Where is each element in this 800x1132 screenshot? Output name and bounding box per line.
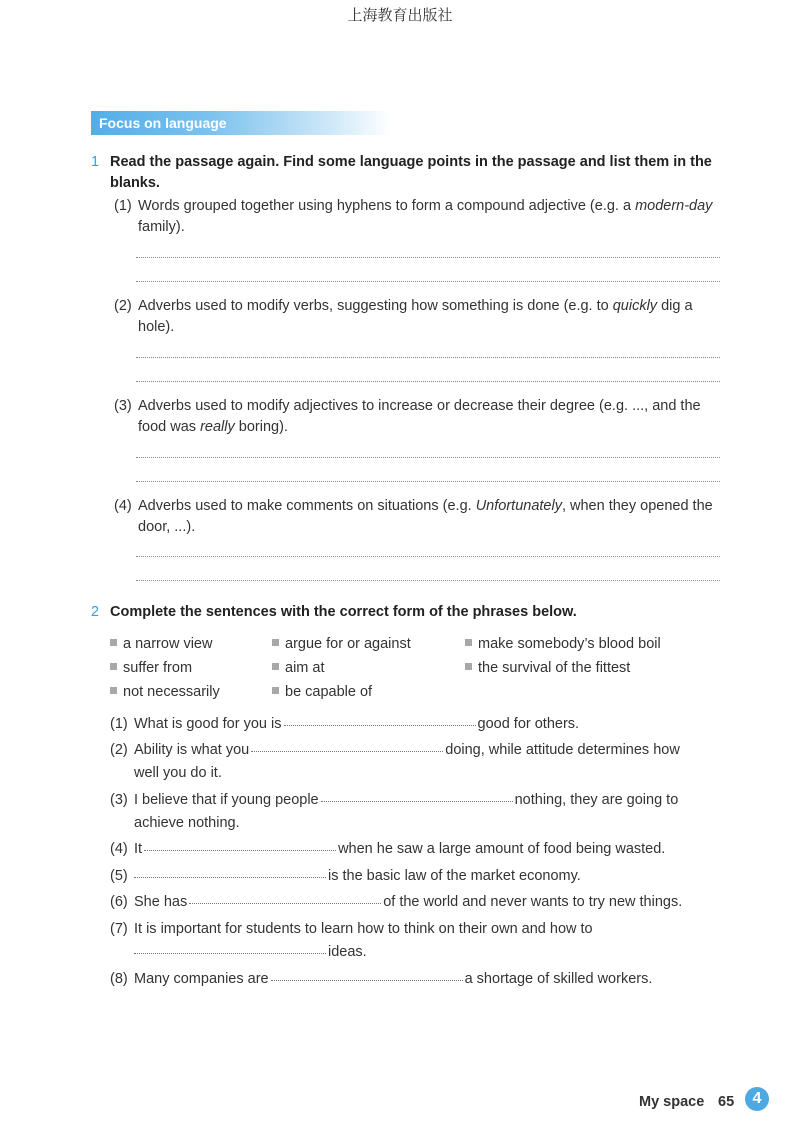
fill-blank[interactable]	[321, 801, 513, 802]
sentence-number: (1)	[110, 716, 128, 732]
item-number: (4)	[114, 498, 132, 514]
fill-blank[interactable]	[134, 877, 326, 878]
item-number: (2)	[114, 298, 132, 314]
answer-line[interactable]	[136, 580, 720, 581]
phrase-item: aim at	[272, 658, 325, 678]
sentence-number: (4)	[110, 841, 128, 857]
task-2-heading	[91, 602, 731, 623]
square-bullet-icon	[110, 639, 117, 646]
sentence: Ability is what you doing, while attitude determines how	[134, 742, 680, 758]
square-bullet-icon	[110, 663, 117, 670]
section-title-bar	[91, 111, 391, 135]
task-1-item	[114, 296, 714, 338]
footer-label: My space	[639, 1094, 705, 1110]
fill-blank[interactable]	[271, 980, 463, 981]
fill-blank[interactable]	[189, 903, 381, 904]
fill-blank[interactable]	[134, 953, 326, 954]
sentence-continuation: well you do it.	[134, 765, 222, 781]
sentence-number: (7)	[110, 921, 128, 937]
square-bullet-icon	[110, 687, 117, 694]
answer-line[interactable]	[136, 556, 720, 557]
answer-line[interactable]	[136, 257, 720, 258]
square-bullet-icon	[465, 639, 472, 646]
task-1-heading	[91, 152, 731, 194]
answer-line[interactable]	[136, 281, 720, 282]
page-footer	[600, 1091, 790, 1115]
sentence-continuation: achieve nothing.	[134, 815, 240, 831]
task-1-item	[114, 496, 714, 538]
fill-blank[interactable]	[251, 751, 443, 752]
square-bullet-icon	[465, 663, 472, 670]
answer-line[interactable]	[136, 357, 720, 358]
sentence: Many companies are a shortage of skilled workers.	[134, 971, 653, 987]
sentence: is the basic law of the market economy.	[134, 865, 581, 888]
sentence: What is good for you is good for others.	[134, 716, 580, 732]
sentence: It when he saw a large amount of food being wasted.	[134, 841, 666, 857]
page-number: 65	[718, 1094, 735, 1110]
phrase-item: make somebody’s blood boil	[465, 634, 661, 654]
phrase-item: argue for or against	[272, 634, 411, 654]
task-1-number: 1	[91, 154, 100, 170]
fill-blank[interactable]	[144, 850, 336, 851]
sentence-number: (3)	[110, 792, 128, 808]
phrase-item: a narrow view	[110, 634, 212, 654]
phrase-item: the survival of the fittest	[465, 658, 630, 678]
sentence-number: (2)	[110, 742, 128, 758]
answer-line[interactable]	[136, 457, 720, 458]
item-text: Adverbs used to make comments on situations (e.g. Unfortunately, when they opened the door, ...).	[138, 498, 713, 535]
square-bullet-icon	[272, 687, 279, 694]
task-1-item	[114, 196, 714, 238]
phrase-item: not necessarily	[110, 682, 220, 702]
answer-line[interactable]	[136, 481, 720, 482]
unit-badge: 4	[745, 1087, 769, 1111]
fill-blank[interactable]	[284, 725, 476, 726]
sentence-continuation: ideas.	[134, 941, 367, 964]
item-text: Adverbs used to modify verbs, suggesting how something is done (e.g. to quickly dig a hole).	[138, 298, 693, 335]
sentence: She has of the world and never wants to try new things.	[134, 894, 683, 910]
task-2-instruction: Complete the sentences with the correct form of the phrases below.	[110, 604, 577, 620]
sentence: I believe that if young people nothing, they are going to	[134, 792, 679, 808]
square-bullet-icon	[272, 663, 279, 670]
square-bullet-icon	[272, 639, 279, 646]
sentence-number: (5)	[110, 868, 128, 884]
answer-line[interactable]	[136, 381, 720, 382]
task-1-item	[114, 396, 714, 438]
task-2-number: 2	[91, 604, 100, 620]
sentence-number: (6)	[110, 894, 128, 910]
section-title: Focus on language	[99, 115, 227, 131]
phrase-item: suffer from	[110, 658, 192, 678]
item-text: Words grouped together using hyphens to form a compound adjective (e.g. a modern-day family).	[138, 198, 713, 235]
item-number: (3)	[114, 398, 132, 414]
task-1-instruction: Read the passage again. Find some language points in the passage and list them in the blanks.	[110, 154, 712, 191]
item-number: (1)	[114, 198, 132, 214]
sentence-number: (8)	[110, 971, 128, 987]
item-text: Adverbs used to modify adjectives to increase or decrease their degree (e.g. ..., and the food was really boring).	[138, 398, 701, 435]
sentence: It is important for students to learn how to think on their own and how to	[134, 921, 593, 937]
publisher-header: 上海教育出版社	[347, 6, 453, 24]
phrase-item: be capable of	[272, 682, 372, 702]
